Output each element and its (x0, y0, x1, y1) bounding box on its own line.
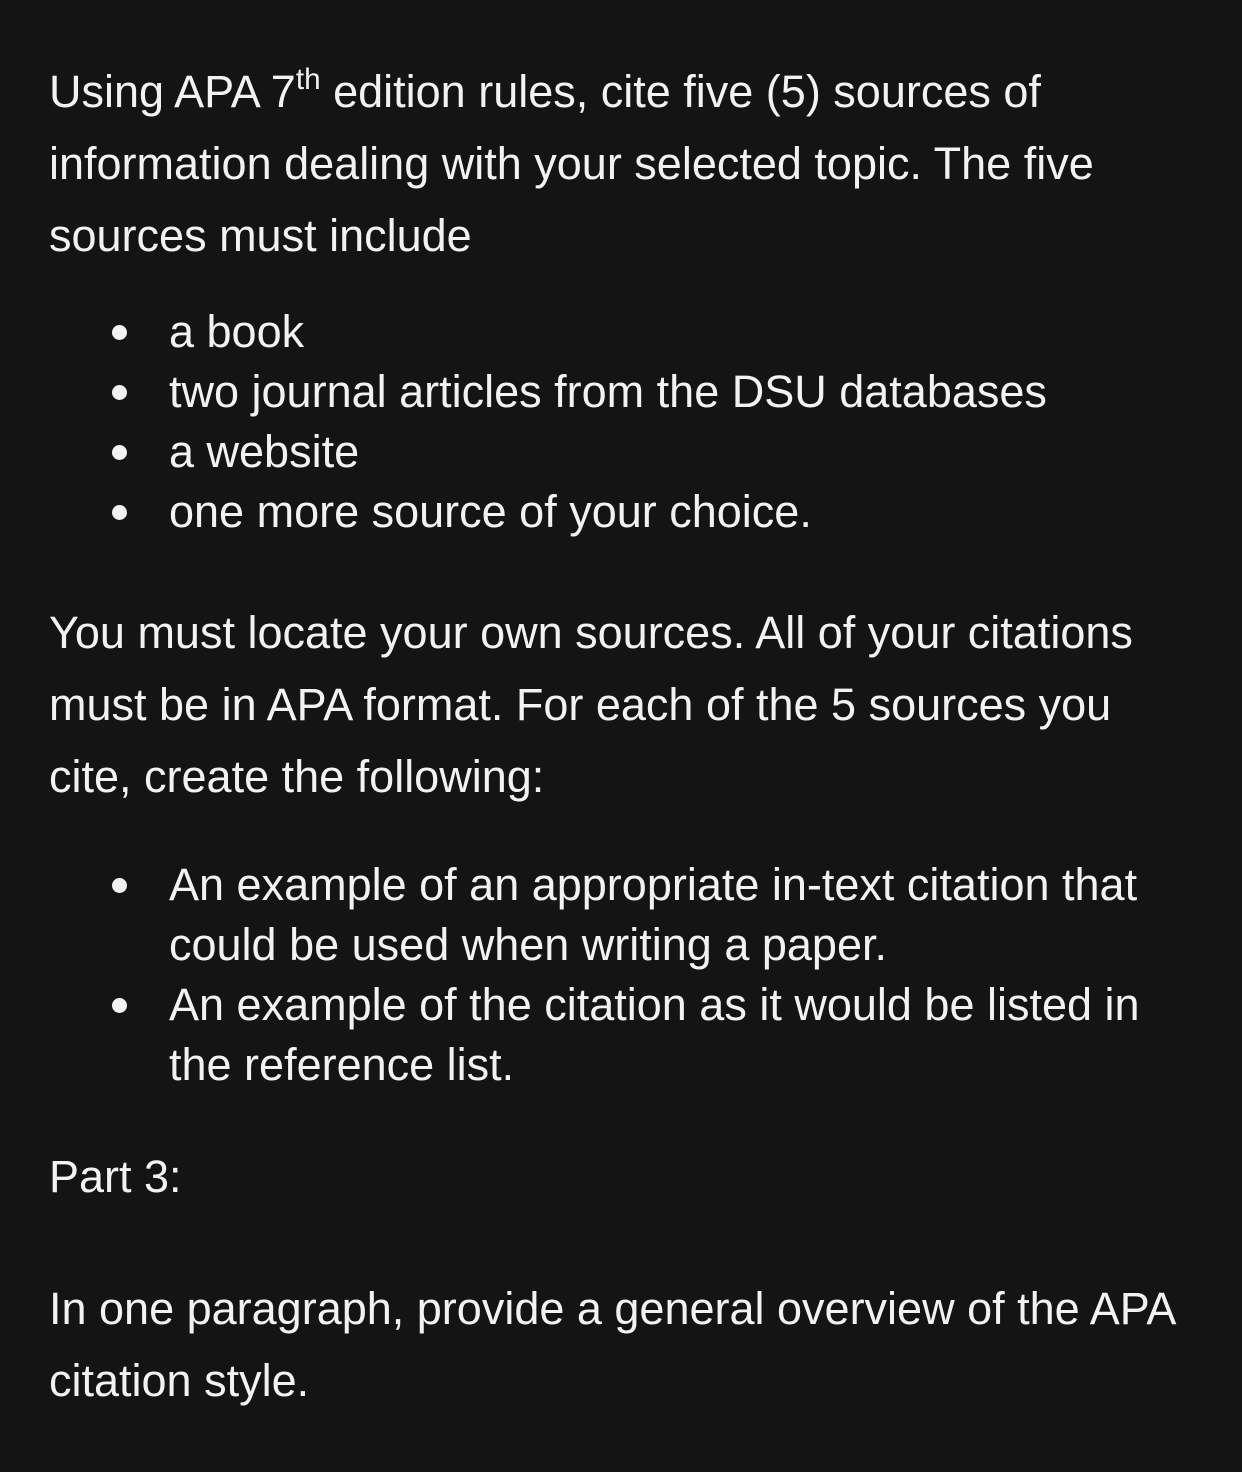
bullet-icon (112, 998, 127, 1013)
list-item-text: a website (169, 426, 360, 477)
components-list (49, 855, 1202, 1095)
list-item (169, 362, 1202, 422)
list-item-text: two journal articles from the DSU databases (169, 366, 1047, 417)
list-item-text: one more source of your choice. (169, 486, 812, 537)
intro-rest: edition rules, cite five (5) sources of information dealing with your selected topic. The five sources must include (49, 66, 1094, 261)
intro-lead: Using APA 7 (49, 66, 296, 117)
instructions-paragraph: You must locate your own sources. All of your citations must be in APA format. For each of the 5 sources you cite, create the following: (49, 607, 1133, 802)
bullet-icon (112, 878, 127, 893)
part3-heading: Part 3: (49, 1151, 182, 1202)
list-item (169, 975, 1202, 1095)
bullet-icon (112, 445, 127, 460)
bullet-icon (112, 325, 127, 340)
intro-paragraph (49, 56, 1202, 272)
bullet-icon (112, 385, 127, 400)
list-item (169, 422, 1202, 482)
list-item-text: a book (169, 306, 305, 357)
bullet-icon (112, 505, 127, 520)
overview-paragraph: In one paragraph, provide a general overview of the APA citation style. (49, 1283, 1174, 1406)
sources-list (49, 302, 1202, 542)
list-item (169, 302, 1202, 362)
list-item (169, 855, 1202, 975)
list-item-text: An example of the citation as it would be listed in the reference list. (169, 979, 1140, 1090)
list-item-text: An example of an appropriate in-text citation that could be used when writing a paper. (169, 859, 1138, 970)
list-item (169, 482, 1202, 542)
intro-superscript: th (295, 62, 321, 96)
